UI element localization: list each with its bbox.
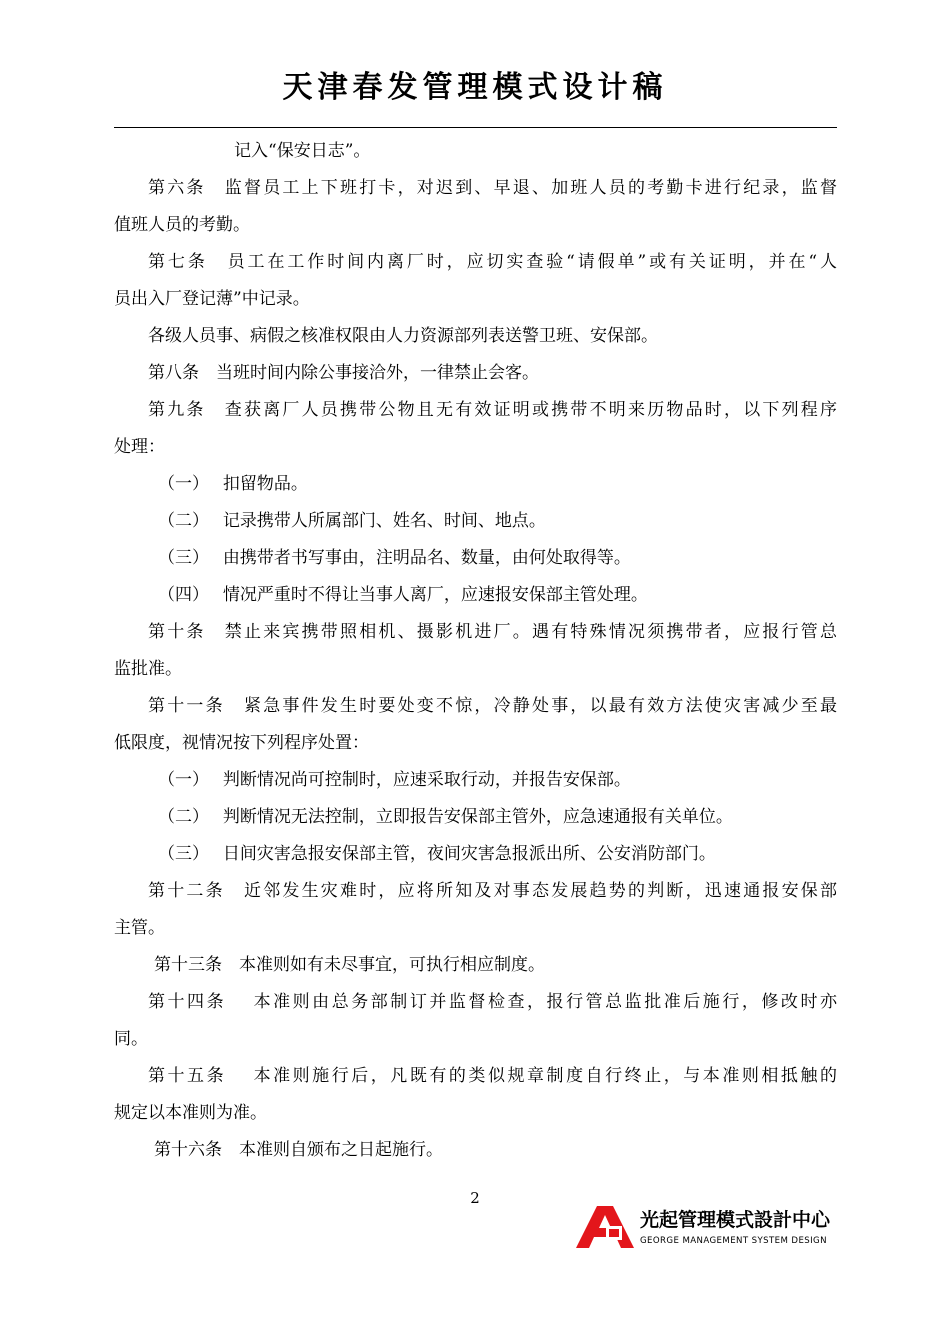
logo-chinese-name: 光起管理模式設計中心 — [640, 1209, 831, 1231]
text-line: 第八条 当班时间内除公事接洽外，一律禁止会客。 — [148, 363, 539, 383]
list-item: （三） 由携带者书写事由，注明品名、数量，由何处取得等。 — [158, 548, 631, 568]
text-line: 记入“保安日志”。 — [234, 141, 371, 161]
text-line: 监批准。 — [114, 659, 182, 679]
text-line: 值班人员的考勤。 — [114, 215, 250, 235]
logo-english-name: GEORGE MANAGEMENT SYSTEM DESIGN — [640, 1236, 827, 1246]
text-line: 第十五条 本准则施行后，凡既有的类似规章制度自行终止，与本准则相抵触的 — [148, 1066, 837, 1086]
page-title: 天津春发管理模式设计稿 — [282, 70, 668, 105]
text-line: 第十六条 本准则自颁布之日起施行。 — [154, 1140, 443, 1160]
company-logo — [576, 1206, 838, 1250]
list-item: （四） 情况严重时不得让当事人离厂，应速报安保部主管处理。 — [158, 585, 648, 605]
text-line: 主管。 — [114, 918, 165, 938]
text-line: 第六条 监督员工上下班打卡，对迟到、早退、加班人员的考勤卡进行纪录，监督 — [148, 178, 837, 198]
text-line: 第七条 员工在工作时间内离厂时，应切实查验“请假单”或有关证明，并在“人 — [148, 252, 837, 272]
list-item: （三） 日间灾害急报安保部主管，夜间灾害急报派出所、公安消防部门。 — [158, 844, 716, 864]
text-line: 第十二条 近邻发生灾难时，应将所知及对事态发展趋势的判断，迅速通报安保部 — [148, 881, 837, 901]
logo-a-mark-icon — [576, 1206, 634, 1248]
text-line: 第十四条 本准则由总务部制订并监督检查，报行管总监批准后施行，修改时亦 — [148, 992, 837, 1012]
list-item: （一） 判断情况尚可控制时，应速采取行动，并报告安保部。 — [158, 770, 631, 790]
text-line: 低限度，视情况按下列程序处置： — [114, 733, 369, 753]
text-line: 处理： — [114, 437, 165, 457]
text-line: 第十三条 本准则如有未尽事宜，可执行相应制度。 — [154, 955, 545, 975]
text-line: 第十一条 紧急事件发生时要处变不惊，冷静处事，以最有效方法使灾害减少至最 — [148, 696, 837, 716]
page-number: 2 — [470, 1189, 480, 1207]
text-line: 各级人员事、病假之核准权限由人力资源部列表送警卫班、安保部。 — [148, 326, 658, 346]
list-item: （一） 扣留物品。 — [158, 474, 308, 494]
text-line: 同。 — [114, 1029, 148, 1049]
list-item: （二） 判断情况无法控制，立即报告安保部主管外，应急速通报有关单位。 — [158, 807, 733, 827]
text-line: 规定以本准则为准。 — [114, 1103, 267, 1123]
text-line: 员出入厂登记薄”中记录。 — [114, 289, 310, 309]
header-divider — [114, 127, 837, 128]
text-line: 第九条 查获离厂人员携带公物且无有效证明或携带不明来历物品时，以下列程序 — [148, 400, 837, 420]
list-item: （二） 记录携带人所属部门、姓名、时间、地点。 — [158, 511, 546, 531]
text-line: 第十条 禁止来宾携带照相机、摄影机进厂。遇有特殊情况须携带者，应报行管总 — [148, 622, 837, 642]
